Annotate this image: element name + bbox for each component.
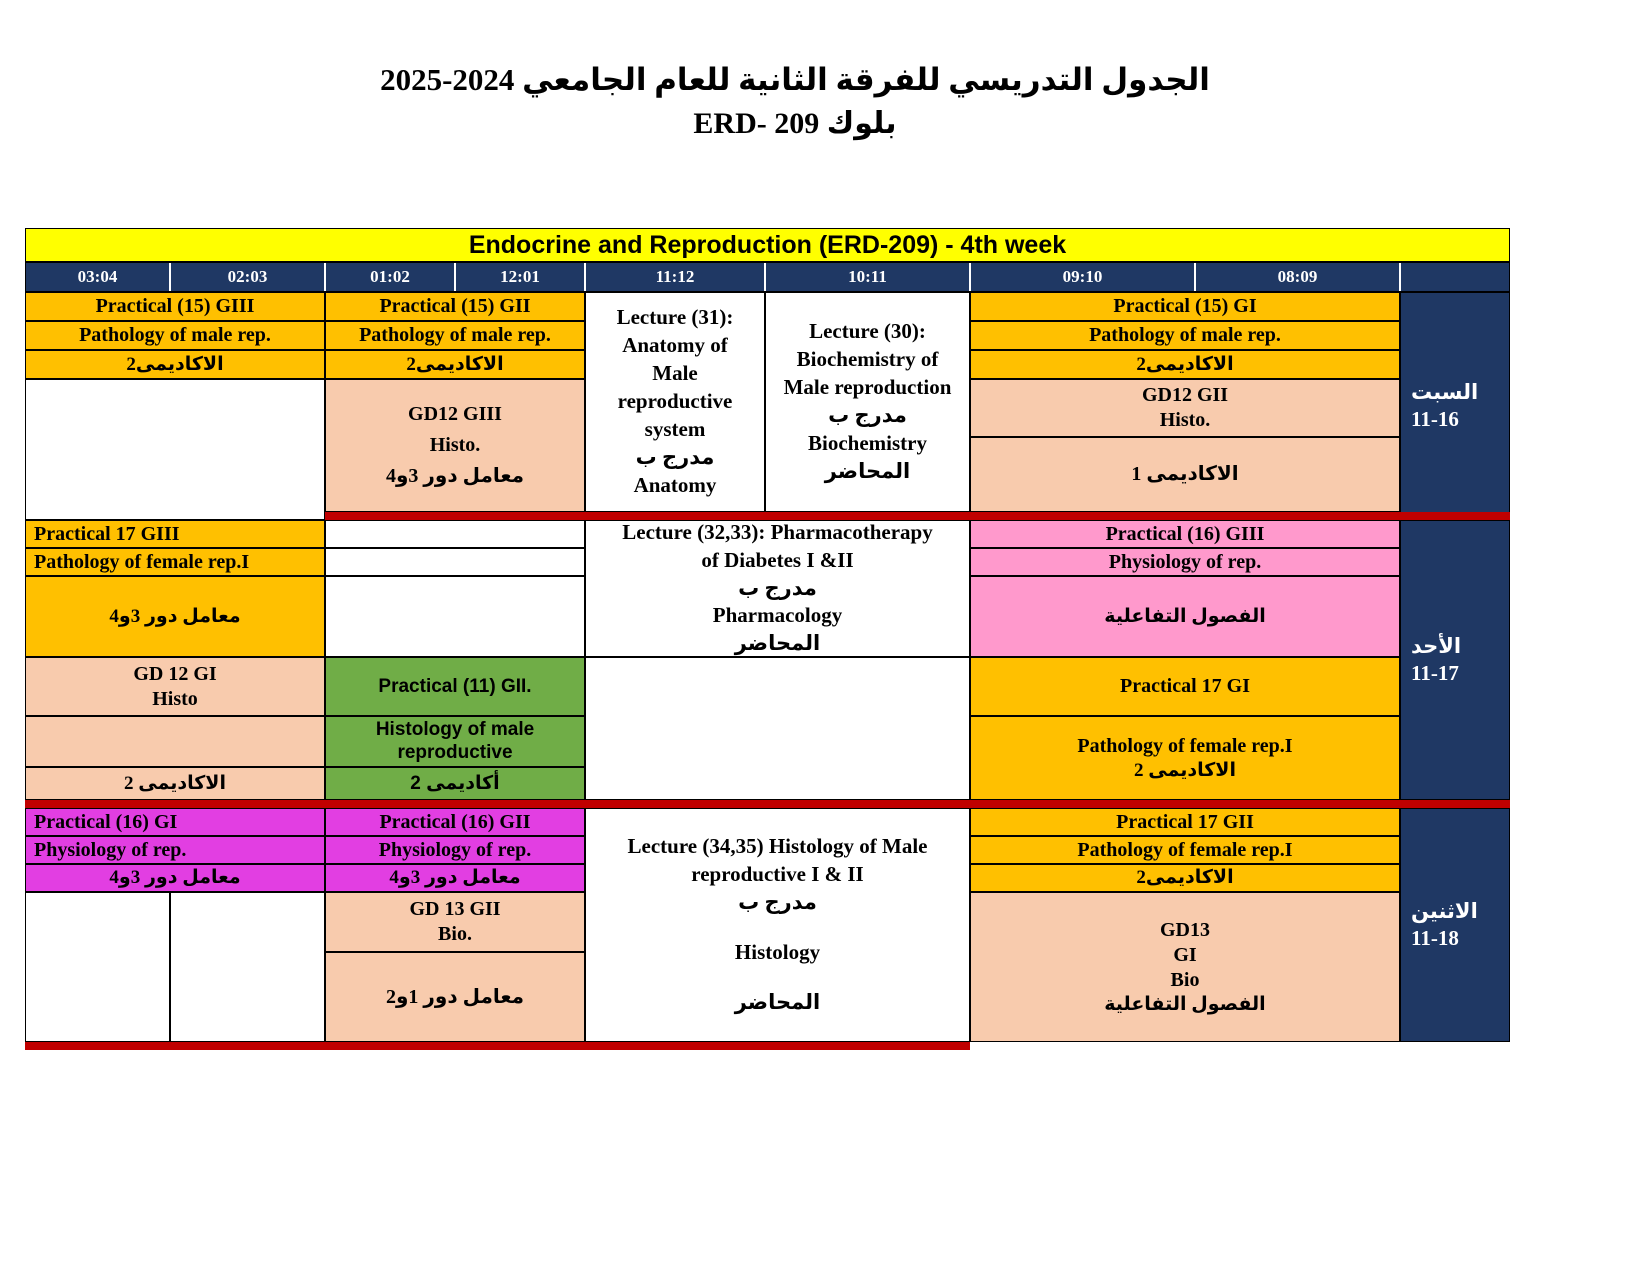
lecture-30-line: Male reproduction xyxy=(783,375,952,400)
day-monday-name: الاثنين xyxy=(1411,898,1478,923)
sun-practical11-gii-location: أكاديمى 2 xyxy=(325,767,585,800)
time-slot-0304: 03:04 xyxy=(77,267,118,286)
header-separator xyxy=(324,263,326,291)
time-slot-0203: 02:03 xyxy=(227,267,268,286)
day-saturday-date: 11-16 xyxy=(1411,407,1459,431)
lecture-3233-line: Lecture (32,33): Pharmacotherapy xyxy=(622,519,933,544)
gd12-gi-group: GD 12 GI xyxy=(133,662,217,685)
sat-practical15-gii-subject: Pathology of male rep. xyxy=(325,321,585,350)
week-banner: Endocrine and Reproduction (ERD-209) - 4th week xyxy=(25,228,1510,262)
sat-practical15-gi-location: الاكاديمى2 xyxy=(970,350,1400,379)
sun-mid-empty-cell-3 xyxy=(325,576,585,657)
mon-lecture-3435-cell xyxy=(585,808,970,1042)
gd12-gii-subject: Histo. xyxy=(1159,409,1211,431)
page-title: الجدول التدريسي للفرقة الثانية للعام الجامعي 2024-2025 xyxy=(380,62,1210,97)
gd12-gi-subject: Histo xyxy=(152,687,198,710)
sun-practical17-giii-title: Practical 17 GIII xyxy=(25,520,325,548)
lecture-31-line: Male xyxy=(652,361,698,386)
mon-practical17-gii-subject: Pathology of female rep.I xyxy=(970,836,1400,864)
header-separator xyxy=(1399,263,1401,291)
lecture-3233-department: Pharmacology xyxy=(712,603,843,628)
gd13-gi-subject: Bio xyxy=(1170,968,1200,991)
sun-practical17-gi-detail-cell xyxy=(970,716,1400,800)
lecture-31-hall: مدرج ب xyxy=(635,444,715,469)
gd12-giii-location: معامل دور 3و4 xyxy=(385,465,525,487)
day-monday-date: 11-18 xyxy=(1411,926,1459,950)
sun-practical16-giii-location: الفصول التفاعلية xyxy=(970,576,1400,657)
sat-practical15-gi-title: Practical (15) GI xyxy=(970,292,1400,321)
page-subtitle: بلوك ERD- 209 xyxy=(693,107,897,140)
header-separator xyxy=(969,263,971,291)
sat-practical15-gii-title: Practical (15) GII xyxy=(325,292,585,321)
mon-practical16-gii-location: معامل دور 3و4 xyxy=(325,864,585,892)
sat-practical15-gii-location: الاكاديمى2 xyxy=(325,350,585,379)
day-saturday-name: السبت xyxy=(1411,379,1479,404)
lecture-30-hall: مدرج ب xyxy=(828,403,907,427)
sun-academy2-cell: الاكاديمى 2 xyxy=(25,767,325,800)
lecture-31-line: reproductive xyxy=(617,389,733,414)
sun-practical17-gi-location: الاكاديمى 2 xyxy=(1134,759,1236,781)
sun-mid-empty-cell-1 xyxy=(325,520,585,548)
mon-practical16-gi-title: Practical (16) GI xyxy=(25,808,325,836)
gd12-giii-group: GD12 GIII xyxy=(408,403,502,425)
lecture-3435-line: reproductive I & II xyxy=(691,862,864,887)
sat-gd12-gii-cell xyxy=(970,379,1400,437)
sat-practical15-giii-title: Practical (15) GIII xyxy=(25,292,325,321)
header-separator xyxy=(584,263,586,291)
gd12-gii-group: GD12 GII xyxy=(1141,384,1229,406)
mon-practical16-gi-subject: Physiology of rep. xyxy=(25,836,325,864)
mon-practical16-gii-title: Practical (16) GII xyxy=(325,808,585,836)
time-slot-1011: 10:11 xyxy=(848,267,887,286)
sun-practical16-giii-title: Practical (16) GIII xyxy=(970,520,1400,548)
lecture-31-line: Anatomy of xyxy=(622,333,728,358)
gd13-gii-group: GD 13 GII xyxy=(409,898,501,920)
sat-practical15-giii-subject: Pathology of male rep. xyxy=(25,321,325,350)
mon-gd13-gii-location-cell: معامل دور 1و2 xyxy=(325,952,585,1042)
header-separator xyxy=(764,263,766,291)
sun-practical17-gi-subject: Pathology of female rep.I xyxy=(1077,734,1293,757)
day-sunday-name: الأحد xyxy=(1411,633,1462,658)
day-separator-line xyxy=(25,800,1510,808)
sun-left-empty-peach-cell xyxy=(25,716,325,767)
sun-lecture-empty-cell xyxy=(585,657,970,800)
sat-lecture-30-cell xyxy=(765,292,970,512)
day-separator-line xyxy=(325,512,1510,520)
sun-practical16-giii-subject: Physiology of rep. xyxy=(970,548,1400,576)
lecture-30-line: Lecture (30): xyxy=(809,319,926,344)
sat-academy1-cell: الاكاديمى 1 xyxy=(970,437,1400,512)
sun-practical17-giii-location: معامل دور 3و4 xyxy=(25,576,325,657)
mon-practical16-gi-location: معامل دور 3و4 xyxy=(25,864,325,892)
mon-practical16-gii-subject: Physiology of rep. xyxy=(325,836,585,864)
sat-gd12-giii-cell xyxy=(325,379,585,512)
mon-gd13-gi-cell xyxy=(970,892,1400,1042)
time-slot-0910: 09:10 xyxy=(1062,267,1103,286)
lecture-3233-lecturer: المحاضر xyxy=(734,631,821,656)
header-separator xyxy=(169,263,171,291)
gd13-gii-subject: Bio. xyxy=(438,923,472,945)
day-saturday xyxy=(1400,292,1510,520)
time-slot-0809: 08:09 xyxy=(1277,267,1318,286)
sun-mid-empty-cell-2 xyxy=(325,548,585,576)
sat-left-empty-cell xyxy=(25,379,325,520)
sun-gd12-gi-cell xyxy=(25,657,325,716)
lecture-30-lecturer: المحاضر xyxy=(824,458,911,483)
mon-gd13-gii-cell xyxy=(325,892,585,952)
mon-left-empty-cell-2 xyxy=(170,892,325,1042)
sun-practical17-giii-subject: Pathology of female rep.I xyxy=(25,548,325,576)
time-slot-1201: 12:01 xyxy=(500,267,540,286)
sun-practical11-gii-subject: Histology of male reproductive xyxy=(325,716,585,767)
lecture-31-department: Anatomy xyxy=(633,472,717,497)
table-bottom-line xyxy=(25,1042,970,1050)
sat-lecture-31-cell xyxy=(585,292,765,512)
gd12-giii-subject: Histo. xyxy=(429,434,481,456)
mon-practical17-gii-location: الاكاديمى2 xyxy=(970,864,1400,892)
mon-left-empty-cell-1 xyxy=(25,892,170,1042)
day-monday xyxy=(1400,808,1510,1042)
sat-practical15-gi-subject: Pathology of male rep. xyxy=(970,321,1400,350)
header-separator xyxy=(454,263,456,291)
lecture-31-line: Lecture (31): xyxy=(616,305,734,330)
time-slot-0102: 01:02 xyxy=(370,267,410,286)
gd13-gi-group-number: GI xyxy=(1173,943,1197,966)
sun-lecture-3233-cell xyxy=(585,520,970,657)
sun-practical17-gi-title: Practical 17 GI xyxy=(970,657,1400,716)
header-separator xyxy=(1194,263,1196,291)
gd13-gi-location: الفصول التفاعلية xyxy=(1104,993,1266,1015)
lecture-30-line: Biochemistry of xyxy=(796,347,939,372)
sat-practical15-giii-location: الاكاديمى2 xyxy=(25,350,325,379)
lecture-3435-lecturer: المحاضر xyxy=(734,989,821,1014)
sun-practical11-gii-title: Practical (11) GII. xyxy=(325,657,585,716)
lecture-3233-hall: مدرج ب xyxy=(738,575,817,600)
lecture-3435-line: Lecture (34,35) Histology of Male xyxy=(627,834,928,859)
lecture-3435-hall: مدرج ب xyxy=(738,890,817,915)
day-sunday-date: 11-17 xyxy=(1411,661,1459,685)
gd13-gi-group: GD13 xyxy=(1160,918,1210,941)
lecture-30-department: Biochemistry xyxy=(808,430,927,455)
mon-practical17-gii-title: Practical 17 GII xyxy=(970,808,1400,836)
day-sunday xyxy=(1400,520,1510,800)
time-slot-1112: 11:12 xyxy=(655,267,695,286)
lecture-3233-line: of Diabetes I &II xyxy=(701,547,854,572)
lecture-3435-department: Histology xyxy=(734,939,821,964)
lecture-31-line: system xyxy=(644,416,706,441)
